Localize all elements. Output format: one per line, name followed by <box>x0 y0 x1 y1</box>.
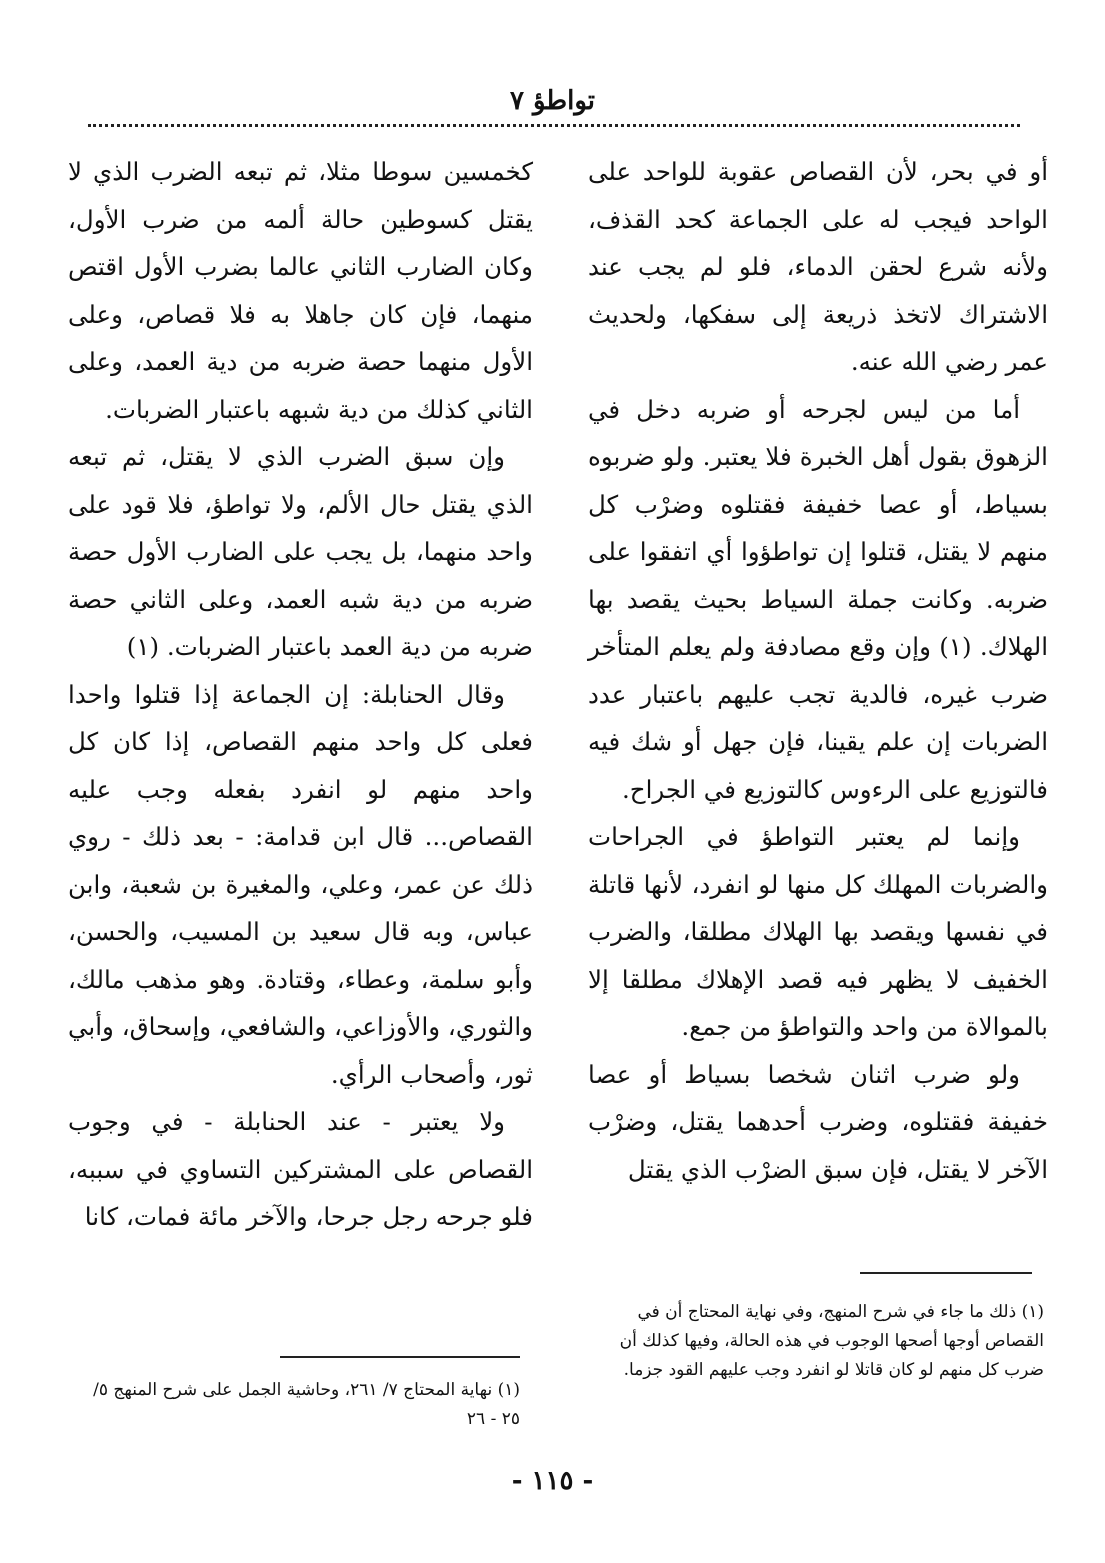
footnote-separator-left <box>280 1356 520 1358</box>
paragraph: وإن سبق الضرب الذي لا يقتل، ثم تبعه الذي يقتل حال الألم، ولا تواطؤ، فلا قود على واحد منهما، بل يجب على الضارب الأول حصة ضربه من دية شبه العمد، وعلى الثاني حصة ضربه من دية العمد باعتبار الضربات. (١) <box>68 442 533 661</box>
paragraph: وقال الحنابلة: إن الجماعة إذا قتلوا واحدا فعلى كل واحد منهم القصاص، إذا كان كل واحد منهم لو انفرد بفعله وجب عليه القصاص... قال ابن قدامة: - بعد ذلك - روي ذلك عن عمر، وعلي، والمغيرة بن شعبة، وابن عباس، وبه قال سعيد بن المسيب، والحسن، وأبو سلمة، وعطاء، وقتادة. وهو مذهب مالك، والثوري، والأوزاعي، والشافعي، وإسحاق، وأبي ثور، وأصحاب الرأي. <box>68 679 533 1089</box>
footnote-separator-right <box>860 1272 1032 1274</box>
paragraph: ولا يعتبر - عند الحنابلة - في وجوب القصاص على المشتركين التساوي في سببه، فلو جرحه رجل جرحا، والآخر مائة فمات، كانا <box>68 1107 533 1231</box>
header-dotted-rule <box>88 124 1020 127</box>
paragraph: أما من ليس لجرحه أو ضربه دخل في الزهوق بقول أهل الخبرة فلا يعتبر. ولو ضربوه بسياط، أو عصا خفيفة فقتلوه وضرْب كل منهم لا يقتل، قتلوا إن تواطؤوا أي اتفقوا على ضربه. وكانت جملة السياط بحيث يقصد بها الهلاك. (١) وإن وقع مصادفة ولم يعلم المتأخر ضرب غيره، فالدية تجب عليهم باعتبار عدد الضربات إن علم يقينا، فإن جهل أو شك فيه فالتوزيع على الرءوس كالتوزيع في الجراح. <box>588 394 1048 804</box>
paragraph: ولو ضرب اثنان شخصا بسياط أو عصا خفيفة فقتلوه، وضرب أحدهما يقتل، وضرْب الآخر لا يقتل، فإن سبق الضرْب الذي يقتل <box>588 1059 1048 1184</box>
left-text-column <box>68 148 533 1241</box>
footnote-right: (١) ذلك ما جاء في شرح المنهج، وفي نهاية المحتاج أن في القصاص أوجها أصحها الوجوب في هذه الحالة، وفيها كذلك أن ضرب كل منهم لو كان قاتلا لو انفرد وجب عليهم القود جزما. <box>619 1302 1044 1380</box>
paragraph: كخمسين سوطا مثلا، ثم تبعه الضرب الذي لا يقتل كسوطين حالة ألمه من ضرب الأول، وكان الضارب الثاني عالما بضرب الأول اقتص منهما، فإن كان جاهلا به فلا قصاص، وعلى الأول منهما حصة ضربه من دية العمد، وعلى الثاني كذلك من دية شبهه باعتبار الضربات. <box>68 157 533 424</box>
page-number: - ١١٥ - <box>511 1466 594 1496</box>
paragraph: أو في بحر، لأن القصاص عقوبة للواحد على الواحد فيجب له على الجماعة كحد القذف، ولأنه شرع لحقن الدماء، فلو لم يجب عند الاشتراك لاتخذ ذريعة إلى سفكها، ولحديث عمر رضي الله عنه. <box>588 157 1048 376</box>
paragraph: وإنما لم يعتبر التواطؤ في الجراحات والضربات المهلك كل منها لو انفرد، لأنها قاتلة في نفسها ويقصد بها الهلاك مطلقا، والضرب الخفيف لا يظهر فيه قصد الإهلاك مطلقا إلا بالموالاة من واحد والتواطؤ من جمع. <box>588 822 1048 1041</box>
footnote-left: (١) نهاية المحتاج ٧/ ٢٦١، وحاشية الجمل على شرح المنهج ٥/ ٢٥ - ٢٦ <box>93 1380 520 1429</box>
right-text-column <box>588 148 1048 1193</box>
page-header: تواطؤ ٧ <box>509 86 596 116</box>
